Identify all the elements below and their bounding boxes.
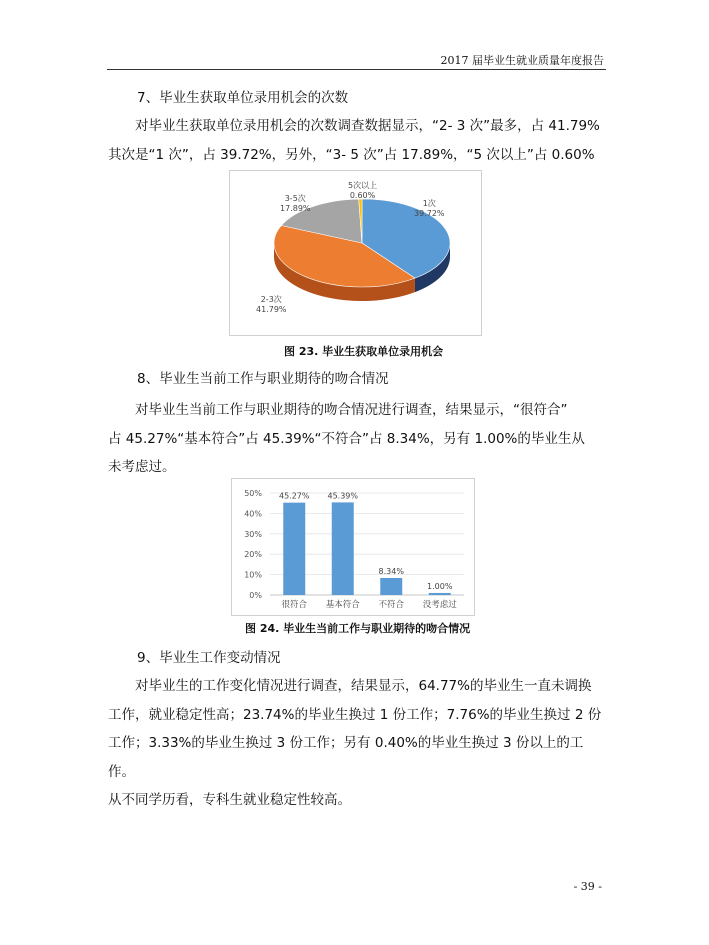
bar-1 [332, 502, 354, 595]
pie-label-1: 1次 39.72% [414, 199, 445, 218]
x-category-label: 很符合 [281, 600, 308, 610]
bar-chart [232, 479, 474, 615]
y-tick-label: 20% [244, 550, 262, 560]
bar-value-label: 8.34% [378, 566, 404, 576]
figure-24-caption: 图 24. 毕业生当前工作与职业期待的吻合情况 [245, 622, 471, 635]
pie-chart-box [229, 170, 482, 336]
section-9-paragraph [108, 672, 604, 815]
paragraph-line: 其次是“1 次”，占 39.72%，另外，“3- 5 次”占 17.89%，“5 次以上”占 0.60% [108, 146, 595, 163]
paragraph-line: 对毕业生获取单位录用机会的次数调查数据显示，“2- 3 次”最多，占 41.79% [135, 118, 600, 134]
bar-chart-box [231, 478, 475, 616]
section-8-heading: 8、毕业生当前工作与职业期待的吻合情况 [137, 371, 389, 387]
bar-0 [283, 503, 305, 595]
paragraph-line: 对毕业生的工作变化情况进行调查，结果显示，64.77%的毕业生一直未调换 [135, 678, 592, 694]
section-8-paragraph [108, 396, 604, 482]
header-divider [107, 69, 606, 70]
page-header-title: 2017 届毕业生就业质量年度报告 [440, 54, 604, 67]
pie-label-3-5: 3-5次 17.89% [280, 194, 311, 213]
paragraph-line: 未考虑过。 [108, 459, 176, 475]
section-7-paragraph [108, 112, 604, 169]
y-tick-label: 30% [244, 529, 262, 539]
bar-value-label: 45.39% [327, 491, 359, 501]
paragraph-line: 从不同学历看，专科生就业稳定性较高。 [108, 792, 351, 808]
x-category-label: 不符合 [378, 600, 405, 610]
paragraph-line: 对毕业生当前工作与职业期待的吻合情况进行调查，结果显示，“很符合” [135, 402, 568, 418]
section-9-heading: 9、毕业生工作变动情况 [137, 650, 281, 666]
y-tick-label: 0% [249, 591, 262, 600]
paragraph-line: 工作；3.33%的毕业生换过 3 份工作；另有 0.40%的毕业生换过 3 份以上的工作。 [108, 735, 584, 780]
x-category-label: 基本符合 [325, 600, 360, 610]
y-tick-label: 50% [244, 489, 262, 498]
bar-3 [429, 593, 451, 595]
page-number: - 39 - [573, 880, 602, 893]
bar-value-label: 45.27% [278, 491, 310, 501]
pie-label-5plus: 5次以上 0.60% [348, 181, 378, 200]
paragraph-line: 工作，就业稳定性高；23.74%的毕业生换过 1 份工作；7.76%的毕业生换过 2 份 [108, 706, 602, 723]
x-category-label: 没考虑过 [422, 600, 457, 610]
bar-2 [380, 578, 402, 595]
figure-23-caption: 图 23. 毕业生获取单位录用机会 [284, 345, 444, 358]
pie-label-2-3: 2-3次 41.79% [256, 295, 287, 314]
bar-value-label: 1.00% [427, 581, 453, 591]
y-tick-label: 40% [244, 509, 262, 519]
y-tick-label: 10% [244, 570, 262, 580]
paragraph-line: 占 45.27%“基本符合”占 45.39%“不符合”占 8.34%，另有 1.00%的毕业生从 [108, 430, 585, 447]
section-7-heading: 7、毕业生获取单位录用机会的次数 [137, 90, 349, 106]
